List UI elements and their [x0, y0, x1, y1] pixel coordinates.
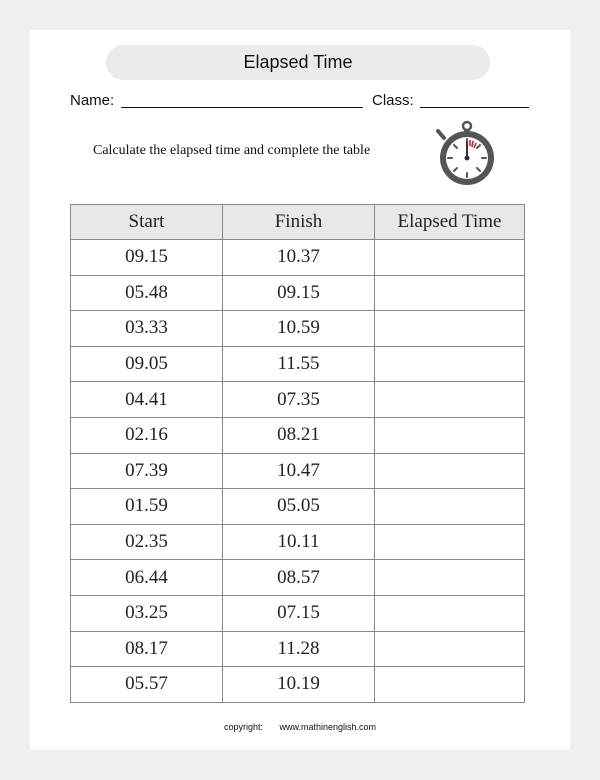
table-row — [71, 524, 525, 560]
finish-time-cell: 10.47 — [223, 453, 375, 489]
start-time-cell: 06.44 — [71, 560, 223, 596]
start-time-cell: 02.35 — [71, 524, 223, 560]
start-time-cell: 09.15 — [71, 240, 223, 276]
finish-time-cell: 10.37 — [223, 240, 375, 276]
start-time-cell: 05.48 — [71, 275, 223, 311]
finish-time-cell: 10.11 — [223, 524, 375, 560]
student-fields — [70, 90, 530, 112]
finish-time-cell: 08.21 — [223, 417, 375, 453]
copyright-label: copyright: — [223, 722, 263, 732]
elapsed-time-cell[interactable] — [375, 560, 525, 596]
start-time-cell: 03.33 — [71, 311, 223, 347]
stopwatch-icon — [430, 120, 504, 190]
start-time-cell: 02.16 — [71, 417, 223, 453]
finish-time-cell: 07.15 — [223, 595, 375, 631]
class-label: Class: — [372, 92, 414, 109]
table-row — [71, 453, 525, 489]
elapsed-time-cell[interactable] — [375, 275, 525, 311]
elapsed-time-cell[interactable] — [375, 667, 525, 703]
start-time-cell: 09.05 — [71, 346, 223, 382]
start-time-cell: 03.25 — [71, 595, 223, 631]
website-text: www.mathinenglish.com — [279, 722, 377, 732]
table-row — [71, 417, 525, 453]
table-body — [71, 240, 525, 703]
start-time-cell: 04.41 — [71, 382, 223, 418]
class-field[interactable] — [420, 107, 529, 108]
start-time-cell: 07.39 — [71, 453, 223, 489]
table-row — [71, 311, 525, 347]
elapsed-time-cell[interactable] — [375, 595, 525, 631]
elapsed-time-cell[interactable] — [375, 240, 525, 276]
elapsed-time-cell[interactable] — [375, 489, 525, 525]
elapsed-time-table — [70, 204, 525, 703]
elapsed-time-cell[interactable] — [375, 382, 525, 418]
table-header-row — [71, 205, 525, 240]
elapsed-time-cell[interactable] — [375, 453, 525, 489]
finish-time-cell: 11.28 — [223, 631, 375, 667]
name-field[interactable] — [121, 107, 363, 108]
table-row — [71, 346, 525, 382]
start-time-cell: 08.17 — [71, 631, 223, 667]
elapsed-time-cell[interactable] — [375, 311, 525, 347]
finish-time-cell: 10.19 — [223, 667, 375, 703]
finish-time-cell: 08.57 — [223, 560, 375, 596]
table-row — [71, 595, 525, 631]
table-row — [71, 667, 525, 703]
elapsed-time-cell[interactable] — [375, 631, 525, 667]
finish-time-cell: 10.59 — [223, 311, 375, 347]
worksheet-title: Elapsed Time — [106, 45, 490, 80]
table-row — [71, 560, 525, 596]
finish-time-cell: 05.05 — [223, 489, 375, 525]
start-time-cell: 05.57 — [71, 667, 223, 703]
instruction-text: Calculate the elapsed time and complete the table — [93, 143, 371, 158]
finish-time-cell: 07.35 — [223, 382, 375, 418]
elapsed-time-column-header: Elapsed Time — [375, 205, 525, 240]
elapsed-time-cell[interactable] — [375, 346, 525, 382]
name-label: Name: — [70, 92, 115, 109]
table-row — [71, 240, 525, 276]
elapsed-time-cell[interactable] — [375, 524, 525, 560]
table-row — [71, 489, 525, 525]
table-row — [71, 631, 525, 667]
footer — [0, 722, 600, 732]
finish-time-cell: 11.55 — [223, 346, 375, 382]
table-row — [71, 275, 525, 311]
start-time-cell: 01.59 — [71, 489, 223, 525]
finish-time-cell: 09.15 — [223, 275, 375, 311]
elapsed-time-cell[interactable] — [375, 417, 525, 453]
start-column-header: Start — [71, 205, 223, 240]
finish-column-header: Finish — [223, 205, 375, 240]
table-row — [71, 382, 525, 418]
